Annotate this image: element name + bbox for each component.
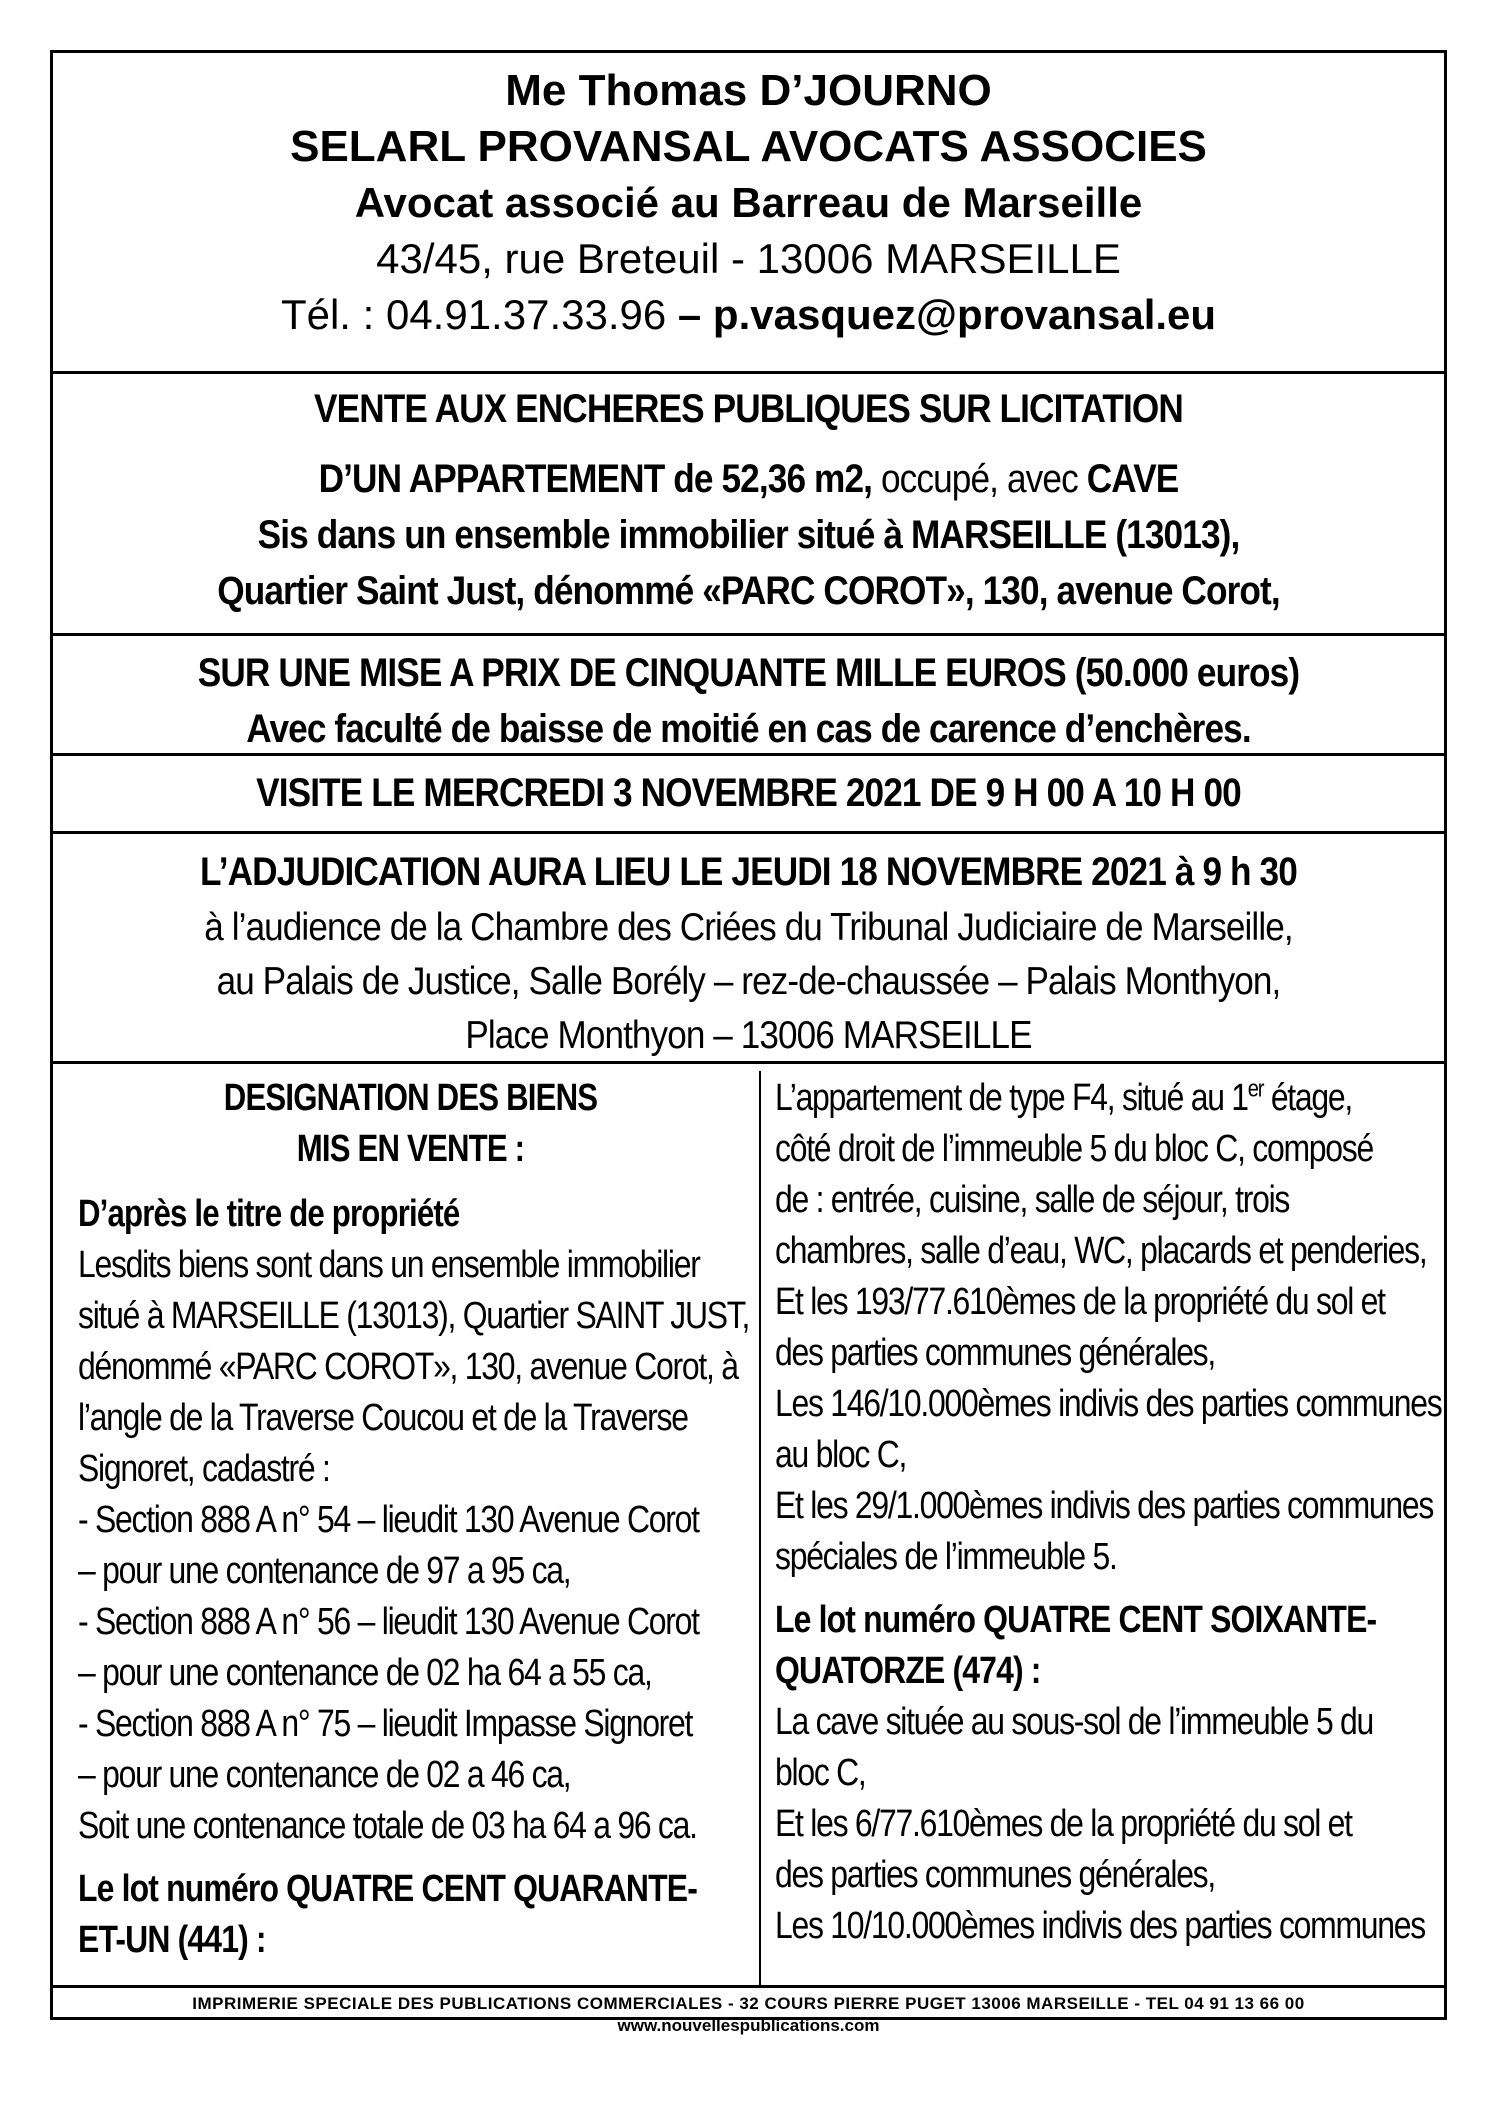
divider	[53, 371, 1444, 374]
starting-price: SUR UNE MISE A PRIX DE CINQUANTE MILLE EUROS (50.000 euros)	[197, 651, 1300, 695]
lawyer-name: Me Thomas D’JOURNO	[505, 66, 992, 115]
cave-paragraph	[775, 1697, 1425, 1952]
cave-line: Les 10/10.000èmes indivis des parties communes	[775, 1905, 1425, 1947]
object-bold: D’UN APPARTEMENT de 52,36 m2,	[318, 457, 873, 501]
designation-line: l’angle de la Traverse Coucou et de la Traverse	[78, 1397, 688, 1439]
apt-text: L’appartement de type F4, situé au 1	[775, 1077, 1248, 1119]
apartment-line: chambres, salle d’eau, WC, placards et penderies,	[775, 1230, 1427, 1272]
designation-title-2: MIS EN VENTE :	[296, 1128, 525, 1170]
notice-frame	[50, 50, 1447, 2035]
object-normal: occupé, avec	[872, 457, 1087, 501]
subtitle-text: D’après le titre de propriété	[78, 1193, 460, 1235]
designation-title	[78, 1073, 743, 1175]
designation-subtitle	[78, 1189, 743, 1240]
designation-line: - Section 888 A n° 54 – lieudit 130 Avenue Corot	[78, 1499, 699, 1541]
lawyer-address: 43/45, rue Breteuil - 13006 MARSEILLE	[376, 235, 1121, 282]
adjudication-line-2: au Palais de Justice, Salle Borély – rez-de-chaussée – Palais Monthyon,	[216, 960, 1281, 1003]
sale-location-2: Quartier Saint Just, dénommé «PARC COROT», 130, avenue Corot,	[217, 569, 1280, 613]
price-reduction: Avec faculté de baisse de moitié en cas de carence d’enchères.	[246, 707, 1251, 751]
apartment-line	[775, 1073, 1353, 1124]
designation-line: Soit une contenance totale de 03 ha 64 a 96 ca.	[78, 1805, 697, 1847]
lawyer-role: Avocat associé au Barreau de Marseille	[354, 179, 1143, 226]
cave-line: bloc C,	[775, 1752, 866, 1794]
email-link[interactable]: p.vasquez@provansal.eu	[712, 291, 1217, 338]
designation-line: – pour une contenance de 02 a 46 ca,	[78, 1754, 571, 1796]
firm-name: SELARL PROVANSAL AVOCATS ASSOCIES	[290, 122, 1207, 171]
object-cave: CAVE	[1086, 457, 1179, 501]
lot-474-line-2: QUATORZE (474) :	[775, 1650, 1041, 1692]
website-link[interactable]: www.nouvellespublications.com	[617, 2016, 880, 2035]
visit-date: VISITE LE MERCREDI 3 NOVEMBRE 2021 DE 9 H 00 A 10 H 00	[256, 771, 1241, 815]
sale-title: VENTE AUX ENCHERES PUBLIQUES SUR LICITATION	[314, 387, 1183, 431]
visit-section	[53, 765, 1444, 821]
adjudication-section	[53, 843, 1444, 1063]
apartment-line: Et les 29/1.000èmes indivis des parties communes	[775, 1485, 1434, 1527]
apartment-line: de : entrée, cuisine, salle de séjour, trois	[775, 1179, 1290, 1221]
apt-text-end: étage,	[1263, 1077, 1353, 1119]
apartment-paragraph	[775, 1073, 1442, 1583]
designation-column	[78, 1073, 750, 1966]
price-section	[53, 645, 1444, 757]
lot-474-title	[775, 1595, 1425, 1697]
designation-line: dénommé «PARC COROT», 130, avenue Corot, à	[78, 1346, 738, 1388]
phone: Tél. : 04.91.37.33.96	[280, 291, 667, 338]
lot-441-title	[78, 1864, 743, 1966]
divider	[53, 753, 1444, 756]
divider	[53, 1985, 1444, 1988]
apartment-line: côté droit de l’immeuble 5 du bloc C, composé	[775, 1128, 1373, 1170]
contact-line	[53, 287, 1444, 343]
designation-line: - Section 888 A n° 75 – lieudit Impasse Signoret	[78, 1703, 693, 1745]
sale-location-1: Sis dans un ensemble immobilier situé à MARSEILLE (13013),	[257, 513, 1240, 557]
printer-info: IMPRIMERIE SPECIALE DES PUBLICATIONS COMMERCIALES - 32 COURS PIERRE PUGET 13006 MARSEILLE - TEL 04 91 13 66 00	[192, 1994, 1305, 2013]
designation-line: situé à MARSEILLE (13013), Quartier SAINT JUST,	[78, 1295, 750, 1337]
designation-title-1: DESIGNATION DES BIENS	[223, 1077, 598, 1119]
cave-line: Et les 6/77.610èmes de la propriété du sol et	[775, 1803, 1352, 1845]
adjudication-line-1: à l’audience de la Chambre des Criées du Tribunal Judiciaire de Marseille,	[204, 906, 1293, 949]
designation-line: - Section 888 A n° 56 – lieudit 130 Avenue Corot	[78, 1601, 699, 1643]
printer-footer	[53, 1993, 1444, 2037]
sale-section	[53, 383, 1444, 619]
cave-line: des parties communes générales,	[775, 1854, 1215, 1896]
apartment-line: spéciales de l’immeuble 5.	[775, 1536, 1117, 1578]
cave-line: La cave située au sous-sol de l’immeuble 5 du	[775, 1701, 1374, 1743]
designation-line: Signoret, cadastré :	[78, 1448, 330, 1490]
apartment-line: au bloc C,	[775, 1434, 907, 1476]
divider	[53, 633, 1444, 636]
adjudication-title: L’ADJUDICATION AURA LIEU LE JEUDI 18 NOVEMBRE 2021 à 9 h 30	[200, 850, 1297, 894]
apartment-line: des parties communes générales,	[775, 1332, 1215, 1374]
apartment-line: Les 146/10.000èmes indivis des parties communes	[775, 1383, 1442, 1425]
divider	[53, 1061, 1444, 1064]
lot-474-line-1: Le lot numéro QUATRE CENT SOIXANTE-	[775, 1599, 1377, 1641]
lawyer-header	[53, 63, 1444, 343]
column-divider	[759, 1071, 761, 1986]
apartment-line: Et les 193/77.610èmes de la propriété du sol et	[775, 1281, 1385, 1323]
designation-line: – pour une contenance de 02 ha 64 a 55 ca,	[78, 1652, 652, 1694]
designation-line: Lesdits biens sont dans un ensemble immobilier	[78, 1244, 700, 1286]
lot-441-line-2: ET-UN (441) :	[78, 1919, 266, 1961]
lot-441-line-1: Le lot numéro QUATRE CENT QUARANTE-	[78, 1868, 698, 1910]
designation-paragraph	[78, 1240, 750, 1852]
sale-object	[136, 451, 1360, 507]
contact-dash: –	[666, 291, 713, 338]
lot-details-column	[775, 1073, 1442, 1952]
adjudication-line-3: Place Monthyon – 13006 MARSEILLE	[465, 1014, 1032, 1057]
divider	[53, 831, 1444, 834]
floor-superscript: er	[1247, 1075, 1264, 1103]
designation-line: – pour une contenance de 97 a 95 ca,	[78, 1550, 571, 1592]
